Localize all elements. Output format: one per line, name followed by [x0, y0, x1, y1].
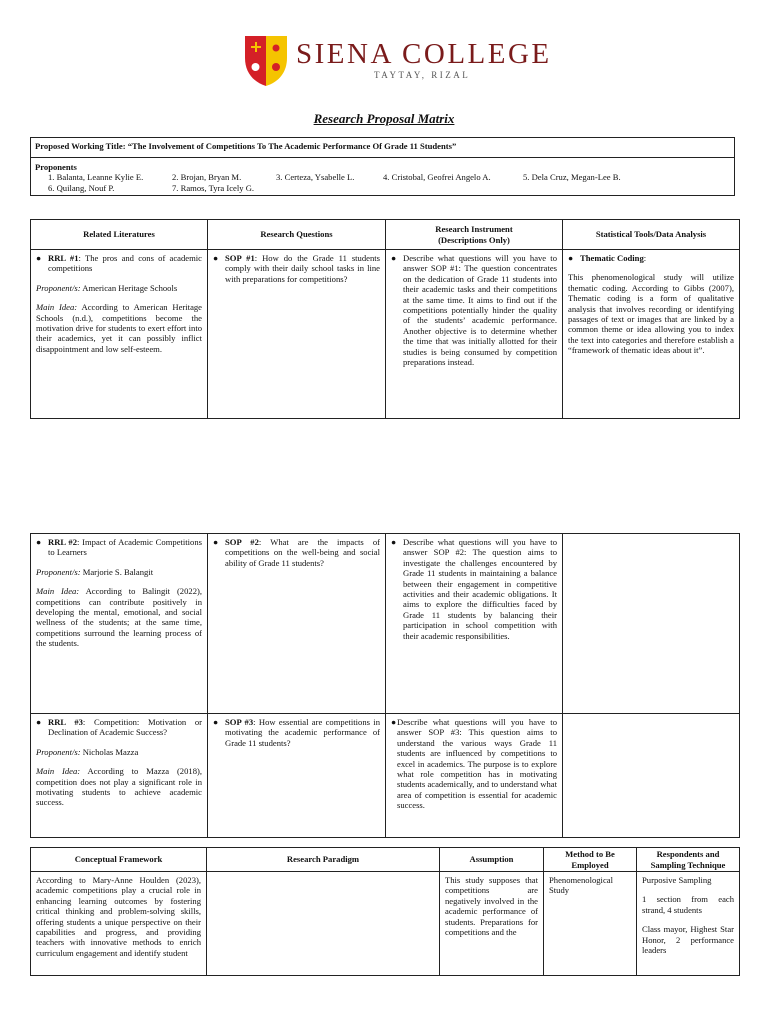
bullet-icon: ●: [36, 537, 42, 547]
tool-1-colon: :: [643, 253, 647, 263]
proponents-label: Proponents: [35, 162, 77, 172]
rrl-2-cell: [31, 534, 208, 714]
proposal-box: [30, 137, 735, 196]
header-respondents: Respondents and Sampling Technique: [637, 848, 740, 872]
bullet-icon: ●: [213, 537, 219, 547]
header-research-instrument: [386, 220, 563, 250]
conceptual-framework-text: According to Mary-Anne Houlden (2023), academic competitions play a crucial role in enhancing learning outcomes by fostering critical thinking and problem-solving skills, offering students a unique perspective on their capabilities and progress, and providing teachers with innovative methods to enrich curriculum engagement and identify student: [31, 872, 207, 976]
rrl-3-label: RRL #3: [48, 717, 83, 727]
header-instrument-line1: Research Instrument: [435, 224, 513, 235]
bullet-icon: ●: [391, 717, 397, 727]
proposed-title-label: Proposed Working Title:: [35, 141, 126, 151]
tool-3-cell: [563, 714, 740, 838]
tool-1-label: Thematic Coding: [580, 253, 644, 263]
rrl-2-label: RRL #2: [48, 537, 77, 547]
proponent-7: 7. Ramos, Tyra Icely G.: [172, 183, 255, 193]
sop-3-text: : How essential are competitions in motivating the academic performance of Grade 11 students?: [225, 717, 380, 748]
rrl-1-cell: [31, 250, 208, 419]
sop-1-label: SOP #1: [225, 253, 255, 263]
proponent-3: 3. Certeza, Ysabelle L.: [276, 172, 355, 182]
respondents-line-2: 1 section from each strand, 4 students: [642, 894, 734, 915]
tool-1-description: This phenomenological study will utilize thematic coding. According to Gibbs (2007), Thematic coding is a form of qualitative analysis that involves recording or identifying passages of text or images that are linked by a common theme or idea allowing you to index the text into categories and therefore establish a “framework of thematic ideas about it”.: [568, 272, 734, 356]
instrument-2-cell: [386, 534, 563, 714]
bullet-icon: ●: [391, 537, 397, 547]
header-method: Method to Be Employed: [544, 848, 637, 872]
sop-2-label: SOP #2: [225, 537, 259, 547]
matrix-table-2: [30, 533, 740, 838]
header-assumption: Assumption: [440, 848, 544, 872]
sop-3-cell: [208, 714, 386, 838]
respondents-cell: [637, 872, 740, 976]
tool-2-cell: [563, 534, 740, 714]
sop-1-text: : How do the Grade 11 students comply with their daily school tasks in line with preparations for competitions?: [225, 253, 380, 284]
rrl-2-main-idea: According to Balingit (2022), competitions can contribute positively in developing the mental, emotional, and social wellness of the students; at the same time, competitions surround the learning process of the students.: [36, 586, 202, 649]
header-conceptual-framework: Conceptual Framework: [31, 848, 207, 872]
tool-1-cell: [563, 250, 740, 419]
sop-3-label: SOP #3: [225, 717, 254, 727]
framework-table: [30, 847, 740, 976]
header-statistical-tools: Statistical Tools/Data Analysis: [563, 220, 740, 250]
bullet-icon: ●: [213, 717, 219, 727]
header-research-questions: Research Questions: [208, 220, 386, 250]
rrl-3-proponent-label: Proponent/s:: [36, 746, 81, 757]
rrl-2-title: : Impact of Academic Competitions to Learners: [48, 537, 202, 558]
proposed-title-value: “The Involvement of Competitions To The Academic Performance Of Grade 11 Students”: [127, 141, 457, 151]
proponent-1: 1. Balanta, Leanne Kylie E.: [48, 172, 144, 182]
college-location: TAYTAY, RIZAL: [374, 70, 471, 80]
sop-2-text: : What are the impacts of competitions on the well-being and social ability of Grade 11 students?: [225, 537, 380, 568]
research-paradigm-cell: [207, 872, 440, 976]
method-text: Phenomenological Study: [544, 872, 637, 976]
bullet-icon: ●: [36, 253, 42, 263]
instrument-1-text: Describe what questions will you have to answer SOP #1: The question concentrates on the dedication of Grade 11 students into their academic tasks and their competitions at the same time. It aims to find out if the competitions potentially hinder the quality of the students’ academic performance. Another objective is to determine whether the time that was initially allotted for their studies is being consumed by competition preparations instead.: [403, 253, 557, 368]
rrl-3-proponent: Nicholas Mazza: [80, 746, 139, 757]
instrument-2-text: Describe what questions will you have to answer SOP #2: The question aims to investigate the challenges encountered by Grade 11 students in maintaining a balance between their engagement in competitive activities and their academic obligations. It aims to explore the difficulties faced by Grade 11 students by balancing their participation in school competition with their academic responsibilities.: [403, 537, 557, 641]
sop-1-cell: [208, 250, 386, 419]
instrument-1-cell: [386, 250, 563, 419]
respondents-line-3: Class mayor, Highest Star Honor, 2 performance leaders: [642, 924, 734, 956]
instrument-3-cell: [386, 714, 563, 838]
document-title: Research Proposal Matrix: [313, 111, 455, 126]
rrl-3-main-idea-label: Main Idea:: [36, 766, 81, 777]
rrl-3-cell: [31, 714, 208, 838]
header-related-literatures: Related Literatures: [31, 220, 208, 250]
rrl-2-proponent: Marjorie S. Balangit: [80, 566, 154, 577]
rrl-1-main-idea-label: Main Idea:: [36, 302, 78, 313]
rrl-3-title: : Competition: Motivation or Declination of Academic Success?: [48, 717, 202, 738]
header-instrument-line2: (Descriptions Only): [438, 234, 510, 245]
proponent-5: 5. Dela Cruz, Megan-Lee B.: [523, 172, 621, 182]
header-research-paradigm: Research Paradigm: [207, 848, 440, 872]
rrl-2-proponent-label: Proponent/s:: [36, 566, 81, 577]
proponent-4: 4. Cristobal, Geofrei Angelo A.: [383, 172, 491, 182]
rrl-3-main-idea: According to Mazza (2018), competition does not play a significant role in motivating students to achieve academic success.: [36, 766, 202, 808]
assumption-text: This study supposes that competitions are negatively involved in the academic performance of students. Preparations for competitions and the: [440, 872, 544, 976]
siena-college-logo: [243, 34, 289, 88]
bullet-icon: ●: [213, 253, 219, 263]
bullet-icon: ●: [568, 253, 574, 263]
proponent-6: 6. Quilang, Nouf P.: [48, 183, 115, 193]
rrl-2-main-idea-label: Main Idea:: [36, 586, 80, 597]
rrl-1-bullet: [36, 253, 202, 274]
bullet-icon: ●: [36, 717, 42, 727]
bullet-icon: ●: [391, 253, 397, 263]
sampling-technique: Purposive Sampling: [642, 875, 712, 885]
college-name: SIENA COLLEGE: [296, 38, 552, 70]
sop-2-cell: [208, 534, 386, 714]
rrl-1-proponent: American Heritage Schools: [80, 282, 178, 293]
rrl-1-label: RRL #1: [48, 253, 79, 263]
proponent-2: 2. Brojan, Bryan M.: [172, 172, 242, 182]
proposed-title-row: [31, 138, 734, 158]
matrix-table-1: [30, 219, 740, 419]
rrl-1-title: : The pros and cons of academic competitions: [48, 253, 202, 274]
rrl-1-main-idea: According to American Heritage Schools (n.d.), competitions become the motivation drive for students to exert effort into their academics, yet it can possibly inflict disappointment and low self-esteem.: [36, 302, 202, 354]
instrument-3-text: Describe what questions will you have to answer SOP #3: This question aims to understand the various ways Grade 11 students are influenced by competitions to excel in academics. The purpose is to explore what role competition has in motivating students academically, and to understand what area of competition is essential for academic success.: [397, 717, 557, 811]
rrl-1-proponent-label: Proponent/s:: [36, 282, 81, 293]
